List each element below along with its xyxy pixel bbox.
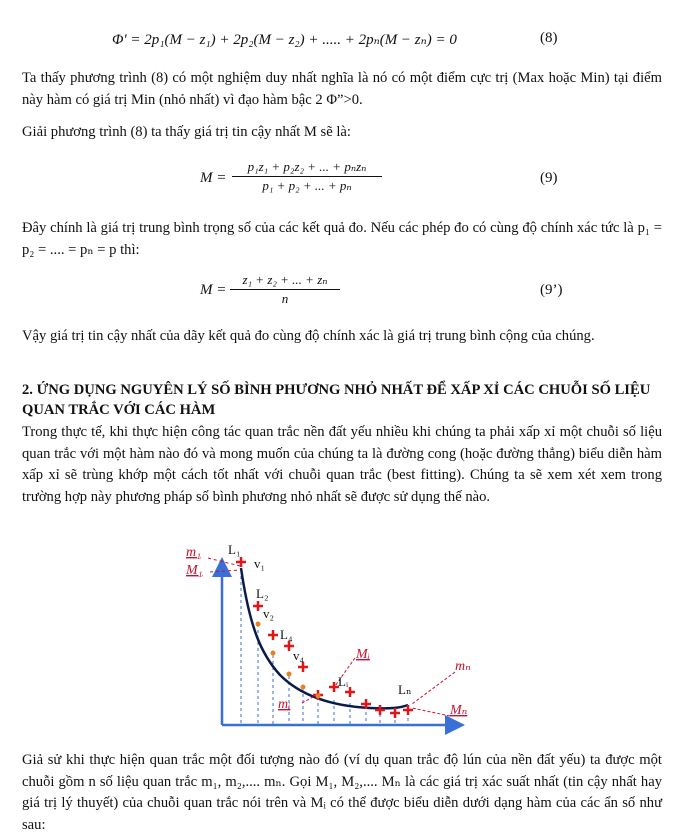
equation-9b-numerator: z₁ + z₂ + ... + zₙ — [230, 272, 340, 290]
label-L2: L₂ — [256, 586, 269, 601]
label-Mi: Mᵢ — [356, 647, 370, 662]
observation-markers — [236, 557, 413, 718]
equation-9-fraction — [232, 159, 382, 194]
paragraph-weighted-mean: Đây chính là giá trị trung bình trọng số của các kết quả đo. Nếu các phép đo có cùng độ chính xác tức là p₁ = p₂ = .... = pₙ = p thì: — [22, 220, 662, 258]
equation-9b-fraction — [230, 272, 340, 307]
label-m1: m₁ — [186, 545, 201, 560]
equation-9-numerator: p₁z₁ + p₂z₂ + ... + pₙzₙ — [232, 159, 382, 177]
equation-9b-lhs: M = — [200, 282, 227, 298]
paragraph-extremum: Ta thấy phương trình (8) có một nghiệm duy nhất nghĩa là nó có một điểm cực trị (Max hoặc Min) tại điểm này hàm có giá trị Min (nhỏ nhất) vì đạo hàm bậc 2 Φ”>0. — [22, 70, 662, 108]
paragraph-fitting: Trong thực tế, khi thực hiện công tác quan trắc nền đất yếu nhiều khi chúng ta phải xấp xỉ một chuỗi số liệu quan trắc với một hàm nào đó và mong muốn của chúng ta là đường cong (hoặc đường thẳng) biểu diễn hàm xấp xỉ sẽ trùng khớp một cách tốt nhất với chuỗi quan trắc (best fitting). Chúng ta sẽ xem xét xem trong trường hợp này phương pháp số bình phương nhỏ nhất sẽ được sử dụng thế nào. — [22, 424, 662, 505]
paragraph-arithmetic-mean: Vậy giá trị tin cậy nhất của dãy kết quả đo cùng độ chính xác là giá trị trung bình cộng của chúng. — [22, 328, 595, 344]
label-mn: mₙ — [455, 659, 471, 674]
equation-9b-number: (9’) — [540, 282, 563, 298]
equation-9-denominator: p₁ + p₂ + ... + pₙ — [262, 178, 352, 193]
label-L4: L₄ — [280, 627, 293, 642]
label-v2: v₂ — [263, 606, 275, 621]
label-v1: v₁ — [254, 556, 266, 571]
paragraph-observations: Giả sử khi thực hiện quan trắc một đối tượng nào đó (ví dụ quan trắc độ lún của nền đất yếu) ta được một chuỗi gồm n số liệu quan trắc m₁, m₂,.... mₙ. Gọi M₁, M₂,.... Mₙ là các giá trị xác suất nhất (tin cậy nhất hay giá trị lý thuyết) của chuỗi quan trắc nói trên và Mᵢ có thể được biểu diễn dưới dạng hàm của các ẩn số như sau: — [22, 752, 662, 833]
least-squares-figure — [0, 540, 680, 740]
label-mi: mᵢ — [278, 697, 291, 712]
label-Ln: Lₙ — [398, 682, 412, 697]
label-M1: M₁ — [186, 563, 203, 578]
paragraph-solve: Giải phương trình (8) ta thấy giá trị tin cậy nhất M sẽ là: — [22, 124, 351, 140]
m1-guides — [208, 558, 240, 572]
label-Mn: Mₙ — [450, 703, 468, 718]
label-L1: L₁ — [228, 542, 241, 557]
section-heading: 2. ỨNG DỤNG NGUYÊN LÝ SỐ BÌNH PHƯƠNG NHỎ NHẤT ĐỂ XẤP XỈ CÁC CHUỖI SỐ LIỆU QUAN TRẮC VỚI CÁC HÀM — [22, 382, 651, 418]
label-Li: Lᵢ — [338, 674, 349, 689]
label-v4: v₄ — [293, 648, 305, 663]
equation-8: Φ' = 2p₁(M − z₁) + 2p₂(M − z₂) + ..... + 2pₙ(M − zₙ) = 0 — [112, 32, 457, 48]
equation-9-number: (9) — [540, 170, 558, 186]
equation-8-number: (8) — [540, 30, 558, 46]
equation-9b-denominator: n — [281, 291, 289, 306]
equation-9-lhs: M = — [200, 170, 227, 186]
